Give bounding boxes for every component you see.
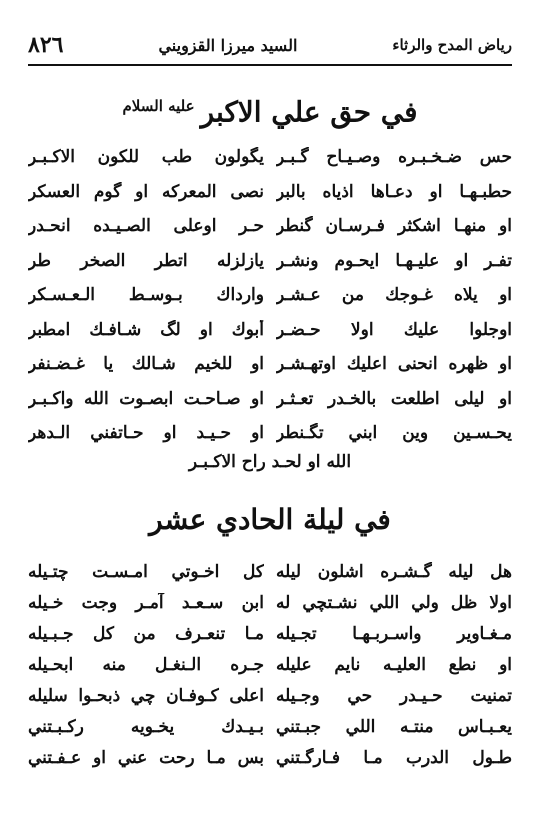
verse-second-hemistich: مـا تنعـرف من كل جـبـيله <box>28 623 264 644</box>
verse-first-hemistich: او منهـا اشكثر فـرسـان گنطر <box>276 216 512 237</box>
verse-second-hemistich: يگولون طب للكون الاكـبـر <box>28 147 264 168</box>
verse-second-hemistich: او للخيم شـالك يا غـضـنفر <box>28 354 264 375</box>
poem1-title-text: في حق علي الاكبر <box>200 95 418 129</box>
verse-first-hemistich: هل ليله گـشـره اشلون ليله <box>276 561 512 582</box>
section-title: رياض المدح والرثاء <box>392 36 512 54</box>
verse-row <box>28 742 512 773</box>
verse-row <box>28 416 512 451</box>
verse-row <box>28 711 512 742</box>
verse-row <box>28 649 512 680</box>
verse-second-hemistich: وارداك بـوسـط الـعـسـكر <box>28 285 264 306</box>
verse-first-hemistich: مـغـاوير واسـربـهـا تجـيله <box>276 623 512 644</box>
verse-row <box>28 347 512 382</box>
verse-row <box>28 278 512 313</box>
verse-second-hemistich: أبوك او لگ شـافـك امطبر <box>28 319 264 340</box>
verse-second-hemistich: جـره الـنغـل منه ابحـيله <box>28 654 264 675</box>
verse-first-hemistich: او نطع العليـه نايم عليله <box>276 654 512 675</box>
verse-row <box>28 618 512 649</box>
verse-second-hemistich: اعلى كـوفـان چي ذبحـوا سليله <box>28 685 264 706</box>
verse-first-hemistich: يحـسـين وين ابني تگـنطر <box>276 423 512 444</box>
verse-second-hemistich: او حـيـد او حـاتفني الـدهر <box>28 423 264 444</box>
verse-first-hemistich: اولا ظل ولي اللي نشـتچي له <box>276 592 512 613</box>
verse-second-hemistich: بـيـدك يخـويه ركـبـتني <box>28 716 264 737</box>
verse-row <box>28 244 512 279</box>
verse-row <box>28 313 512 348</box>
running-header <box>28 28 512 62</box>
honorific-mark: عليه السلام <box>122 97 195 115</box>
verse-first-hemistich: تفـر او عليـهـا ايحـوم ونشـر <box>276 250 512 271</box>
verse-row <box>28 175 512 210</box>
verse-first-hemistich: تمنيت حـيـدر حي وجـيله <box>276 685 512 706</box>
verse-row <box>28 587 512 618</box>
poem2-verses <box>28 556 512 773</box>
poem1-verses <box>28 140 512 451</box>
poem1-closing-line: الله او لحـد راح الاكـبـر <box>188 452 352 472</box>
verse-first-hemistich: او ليلى اطلعت بالخـدر تعـثـر <box>276 388 512 409</box>
header-divider <box>28 64 512 66</box>
poem2-title <box>28 500 512 540</box>
verse-second-hemistich: نصى المعركه او گوم العسكر <box>28 181 264 202</box>
poem1-title <box>28 86 512 132</box>
verse-first-hemistich: حس ضـخـبـره وصـيـاح گـبـر <box>276 147 512 168</box>
verse-first-hemistich: او ظهره انحنى اعليك اوتهـشـر <box>276 354 512 375</box>
page-number: ٨٢٦ <box>28 32 64 58</box>
verse-first-hemistich: طـول الدرب مـا فـارگـتني <box>276 747 512 768</box>
verse-second-hemistich: كل اخـوتي امـسـت چتـيله <box>28 561 264 582</box>
verse-second-hemistich: او صـاحـت ابصـوت الله واكـبـر <box>28 388 264 409</box>
verse-second-hemistich: بس مـا رحت عني او عـفـتني <box>28 747 264 768</box>
verse-row <box>28 209 512 244</box>
author-name: السيد ميرزا القزويني <box>158 35 298 55</box>
verse-first-hemistich: حطبـهـا او دعـاها اذياه بالبر <box>276 181 512 202</box>
verse-row <box>28 556 512 587</box>
poem2-title-text: في ليلة الحادي عشر <box>149 503 391 536</box>
verse-first-hemistich: او يلاه غـوجك من عـشـر <box>276 285 512 306</box>
verse-row <box>28 680 512 711</box>
verse-row <box>28 140 512 175</box>
verse-second-hemistich: ابن سـعـد آمـر وجت خـيله <box>28 592 264 613</box>
verse-first-hemistich: اوجلوا عليك اولا حـضـر <box>276 319 512 340</box>
verse-row <box>28 382 512 417</box>
verse-second-hemistich: حـر اوعلى الصـيـده انحـدر <box>28 216 264 237</box>
verse-second-hemistich: يازلزله اتطر الصخر طر <box>28 250 264 271</box>
verse-first-hemistich: يعـبـاس منتـه اللي جبـتني <box>276 716 512 737</box>
